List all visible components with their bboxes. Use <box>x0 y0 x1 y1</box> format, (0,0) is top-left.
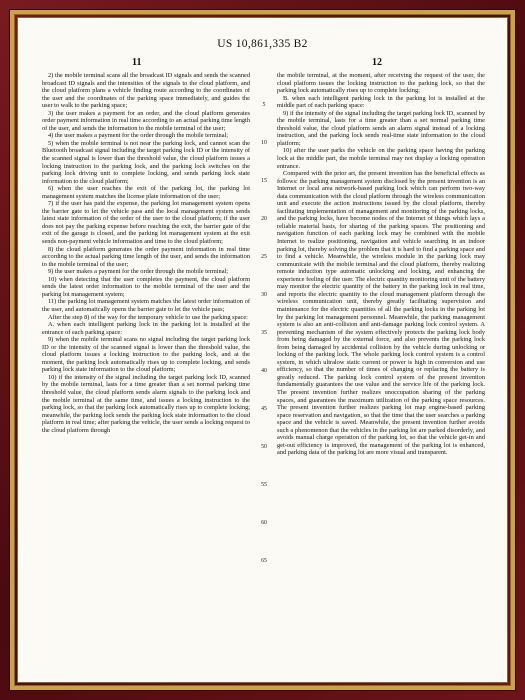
line-number: 40 <box>261 368 267 374</box>
paragraph: the mobile terminal, at the moment, after receiving the request of the user, the cloud platform issues the locking instruction to the parking lock, so that the parking lock automatically rises up to complete locking; <box>277 72 485 95</box>
column-number-left: 11 <box>132 57 142 68</box>
paragraph: 7) if the user has paid the expense, the parking lot management system opens the barrier gate to let the vehicle pass and the local management system sends latest state information of the order of the user to the cloud platform; if the user does not pay the parking expense before reaching the exit, the barrier gate of the exit of the garage is closed, and the parking lot management system at the exit sends non-payment vehicle information and time to the cloud platform; <box>42 200 250 246</box>
column-number-right: 12 <box>372 57 382 68</box>
line-number: 35 <box>261 330 267 336</box>
line-number: 60 <box>261 520 267 526</box>
paragraph: 10) when detecting that the user completes the payment, the cloud platform sends the latest order information to the mobile terminal of the user and the parking lot management system; <box>42 275 250 298</box>
paragraph: 9) when the mobile terminal scans no signal including the target parking lock ID or the intensity of the scanned signal is lower than the threshold value, the cloud platform issues a locking instruction to the parking lock, and at the moment, the parking lock automatically rises up to complete locking, and sends parking lock state information to the cloud platform; <box>42 336 250 374</box>
line-number: 25 <box>261 254 267 260</box>
paragraph: 10) after the user parks the vehicle on the parking space having the parking lock at the middle part, the mobile terminal may not display a locking operation entrance. <box>277 147 485 170</box>
paragraph: 3) the user makes a payment for an order, and the cloud platform generates order payment information in real time according to an actual parking time length of the user, and sends the information to the mobile terminal of the user; <box>42 109 250 132</box>
line-number: 20 <box>261 216 267 222</box>
right-text-column <box>277 72 485 676</box>
line-number: 65 <box>261 558 267 564</box>
patent-page <box>17 17 508 683</box>
paragraph: 11) the parking lot management system matches the latest order information of the user, and automatically opens the barrier gate to let the vehicle pass; <box>42 298 250 313</box>
line-number: 30 <box>261 292 267 298</box>
paragraph: 2) the mobile terminal scans all the broadcast ID signals and sends the scanned broadcast ID signals and the intensities of the signals to the cloud platform, and the cloud platform plans a vehicle finding route according to the coordinates of the user and the coordinates of the parking space immediately, and guides the user to walk to the parking space; <box>42 72 250 110</box>
patent-number: US 10,861,335 B2 <box>217 38 308 50</box>
paragraph: After the step 8) of the way for the temporary vehicle to use the parking space: <box>48 313 248 321</box>
paragraph: 8) the cloud platform generates the order payment information in real time according to the actual parking time length of the user, and sends the information to the mobile terminal of the user; <box>42 245 250 268</box>
left-text-column <box>42 72 250 676</box>
paragraph: Compared with the prior art, the present invention has the beneficial effects as follows: the parking management system disclosed by the present invention is an Internet or local area network-based parking lock which can perform two-way data communication with the cloud platform through the wireless communication unit and execute the action instructions issued by the cloud platform, thereby facilitating implementation of management and monitoring of the parking locks, and the parking locks, have become nodes of the Internet of things which lays a reliable material basis, for sharing of the parking spaces. The positioning and navigation function of each parking lock may be combined with the mobile Internet to realize positioning, navigation and vehicle searching in an indoor parking lot, thereby solving the problem that it is hard to find a parking space and to find a vehicle. Meanwhile, the wireless module in the parking lock may communicate with the mobile terminal and the cloud platform, thereby realizing remote induction type automatic unlocking and locking, and enhancing the experience feeling of the user. The electric quantity monitoring unit of the battery may monitor the electric quantity of the battery in the parking lock in real time, and reports the electric quantity to the cloud management platform through the wireless communication unit, thereby greatly facilitating supervision and maintenance for the electric quantities of all the parking locks in the parking lot by the parking lot management personnel. Meanwhile, the parking management system is also an anti-collision and anti-damage parking lock control system. A preventing mechanism of the system effectively protects the parking lock body from being damaged by the external force, and also prevents the parking lock from being damaged by accidental collision by the vehicle during unlocking or locking of the parking lock. The whole parking lock control system is a control system, in which ultralow static current or power is high in conversion and use efficiency, so that the number of times of changing or replacing the battery is greatly reduced. The parking lock control system of the present invention fundamentally guarantees the use value and the service life of the parking lock. The present invention further realizes unoccupation sharing of the parking spaces, and guarantees the maximum utilization of the parking space resources. The present invention further realizes parking lot map engine-based parking space reservation and navigation, so that the time that the user searches a parking space and the vehicle is saved. Meanwhile, the present invention further avoids such a phenomenon that the vehicles in the parking lot are parked disorderly, and avoids manual charge operation of the parking lot, so that the vehicle get-in and get-out efficiency is improved, the management of the parking lot is enhanced, and parking data of the parking lot are more visual and transparent. <box>277 170 485 457</box>
paragraph: 10) if the intensity of the signal including the target parking lock ID, scanned by the mobile terminal, lasts for a time greater than a set normal parking time threshold value, the cloud platform sends alarm signals to the parking lock and the mobile terminal at the same time, and issues a locking instruction to the parking lock, so that the parking lock automatically rises up to complete locking; meanwhile, the parking lock sends the parking lock state information to the cloud platform in real time; after parking the vehicle, the user sends a locking request to the cloud platform through <box>42 373 250 434</box>
line-number: 5 <box>262 102 266 108</box>
line-number: 15 <box>261 178 267 184</box>
paragraph: 4) the user makes a payment for the order through the mobile terminal; <box>48 132 229 140</box>
line-number: 45 <box>261 406 267 412</box>
line-number: 10 <box>261 140 267 146</box>
paragraph: 9) the user makes a payment for the order through the mobile terminal; <box>48 268 229 276</box>
line-number: 50 <box>261 444 267 450</box>
paragraph: 9) if the intensity of the signal including the target parking lock ID, scanned by the mobile terminal, lasts for a time greater than a set normal parking time threshold value, the cloud platform sends an alarm signal instead of a locking instruction, and the parking lock sends real-time state information to the cloud platform; <box>277 109 485 147</box>
paragraph: B. when each intelligent parking lock in the parking lot is installed at the middle part of each parking space: <box>277 94 485 110</box>
paragraph: A. when each intelligent parking lock in the parking lot is installed at the entrance of each parking space: <box>42 321 250 336</box>
line-number: 55 <box>261 482 267 488</box>
paragraph: 5) when the mobile terminal is not near the parking lock, and cannot scan the Bluetooth broadcast signal including the target parking lock ID or the intensity of the scanned signal is lower than the threshold value, the cloud platform issues a locking instruction to the parking lock, and the parking lock switches on the parking lock driving unit to complete locking, and sends parking lock state information to the cloud platform; <box>42 139 250 185</box>
paragraph: 6) when the user reaches the exit of the parking lot, the parking lot management system matches the license plate information of the user; <box>42 185 250 200</box>
